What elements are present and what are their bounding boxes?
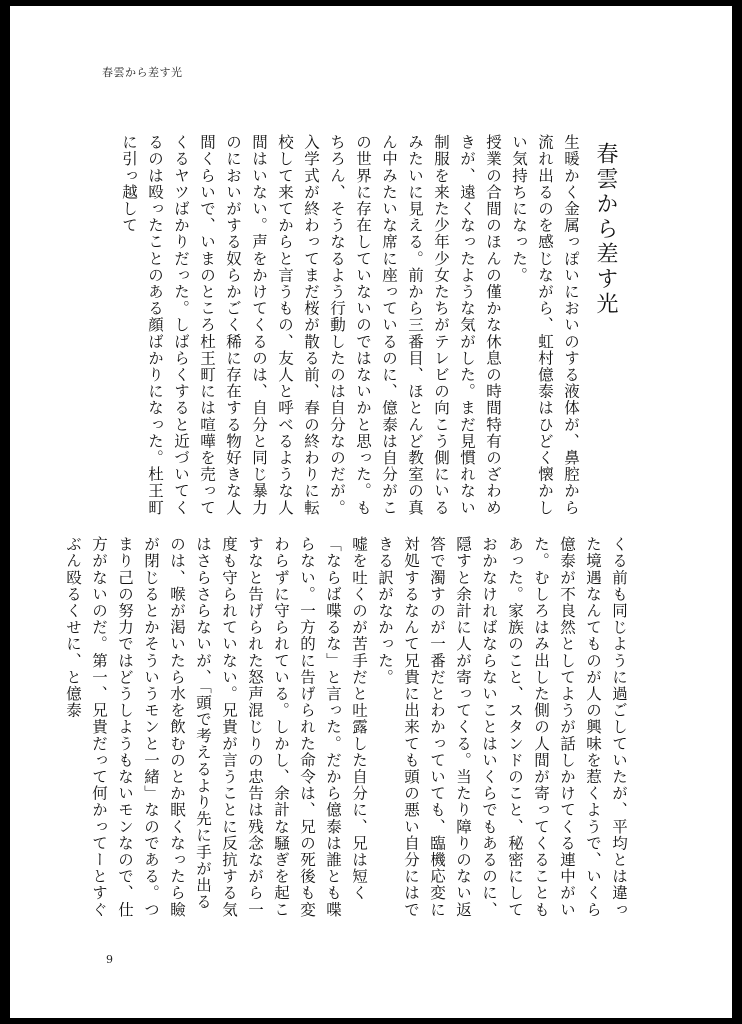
book-page bbox=[10, 6, 732, 1018]
paragraph: 授業の合間のほんの僅かな休息の時間特有のざわめきが、遠くなったような気がした。まだ見慣れない制服を来た少年少女たちがテレビの向こう側にいるみたいに見える。前から三番目、ほとんど教室の真ん中みたいな席に座っているのに、億泰は自分がこの世界に存在していないのではないかと思った。もちろん、そうなるよう行動したのは自分なのだが。 bbox=[328, 134, 502, 516]
paragraph: くる前も同じように過ごしていたが、平均とは違った境遇なんてものが人の興味を惹くようで、いくら億泰が不良然としてようが話しかけてくる連中がいた。むしろはみ出した側の人間が寄ってくることもあった。家族のこと、スタンドのこと、秘密にしておかなければならないことはいくらでもあるのに、隠すと余計に人が寄ってくる。当たり障りのない返答で濁すのが一番だとわかっていても、臨機応変に対処するなんて兄貴に出来ても頭の悪い自分にはできる訳がなかった。 bbox=[376, 536, 628, 918]
page-number: 9 bbox=[106, 953, 113, 966]
chapter-title: 春雲から差す光 bbox=[593, 142, 618, 317]
upper-text-block bbox=[114, 134, 584, 516]
paragraph: 生暖かく金属っぽいにおいのする液体が、鼻腔から流れ出るのを感じながら、虹村億泰はひどく懐かしい気持ちになった。 bbox=[510, 134, 580, 516]
paragraph: 嘘を吐くのが苦手だと吐露した自分に、兄は短く「ならば喋るな」と言った。だから億泰は誰とも喋らない。一方的に告げられた命令は、兄の死後も変わらずに守られている。しかし、余計な騒ぎを起こすなと告げられた怒声混じりの忠告は残念ながら一度も守られていない。兄貴が言うことに反抗する気はさらさらないが、「頭で考えるより先に手が出るのは、喉が渇いたら水を飲むのとか眠くなったら瞼が閉じるとかそういうモンと一緒」なのである。つまり己の努力ではどうしようもないモンなので、仕方がないのだ。第一、兄貴だって何かってーとすぐぶん殴るくせに、と億泰 bbox=[64, 536, 368, 918]
running-head: 春雲から差す光 bbox=[102, 66, 183, 79]
lower-text-block bbox=[64, 536, 632, 926]
paragraph: 入学式が終わってまだ桜が散る前、春の終わりに転校して来てからと言うもの、友人と呼べるような人間はいない。声をかけてくるのは、自分と同じ暴力のにおいがする奴らかごく稀に存在する物好きな人間くらいで、いまのところ杜王町には喧嘩を売ってくるヤツばかりだった。しばらくすると近づいてくるのは殴ったことのある顔ばかりになった。杜王町に引っ越して bbox=[120, 134, 320, 516]
